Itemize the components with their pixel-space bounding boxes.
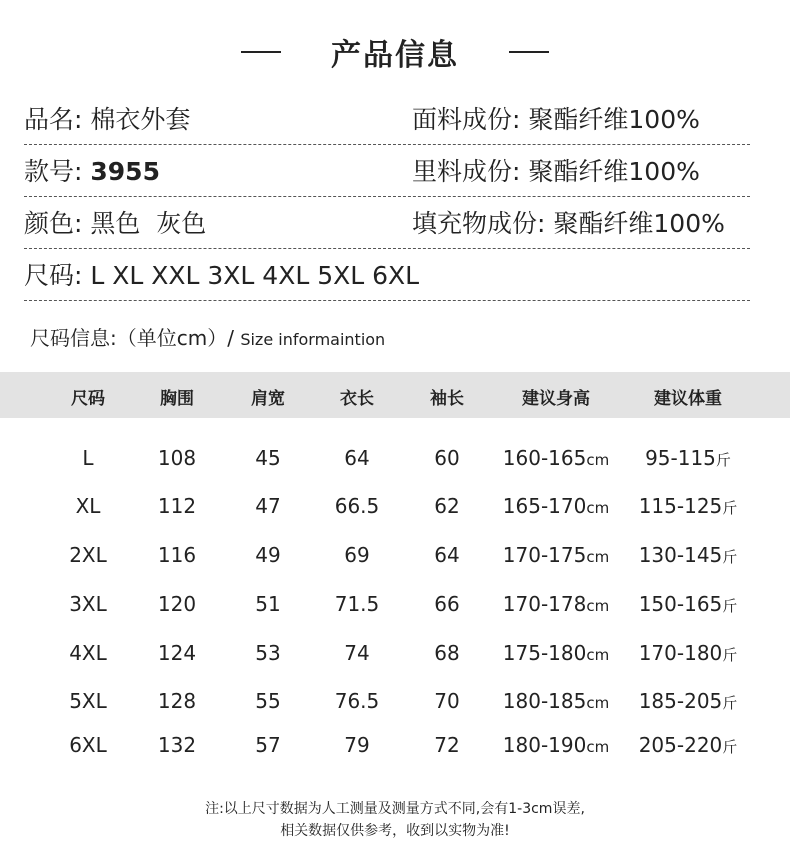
color-info <box>24 200 206 248</box>
table-row <box>0 589 790 619</box>
header-weight: 建议体重 <box>654 389 722 409</box>
sizes-value: L XL XXL 3XL 4XL 5XL 6XL <box>90 261 420 290</box>
cell-chest-value: 112 <box>157 494 197 518</box>
cell-weight-unit: 斤 <box>715 451 731 469</box>
page-title: 产品信息 <box>331 38 459 73</box>
table-row <box>0 638 790 668</box>
table-row <box>0 491 790 521</box>
cell-chest <box>158 443 196 473</box>
cell-sleeve <box>434 589 459 619</box>
cell-chest-value: 116 <box>157 543 197 567</box>
cell-weight <box>639 730 738 762</box>
cell-height-unit: cm <box>586 597 610 615</box>
sizes-info <box>24 252 419 300</box>
cell-size <box>76 491 101 521</box>
cell-shoulder <box>255 589 280 619</box>
cell-size <box>82 443 93 473</box>
cell-weight <box>639 686 738 718</box>
cell-height <box>503 443 609 475</box>
cell-length-value: 71.5 <box>334 592 380 616</box>
cell-height-value: 160-165 <box>502 446 587 470</box>
cell-chest-value: 120 <box>157 592 197 616</box>
header-sleeve: 袖长 <box>430 389 464 409</box>
cell-weight-unit: 斤 <box>722 646 738 664</box>
cell-chest <box>158 638 196 668</box>
cell-size-value: XL <box>75 494 101 518</box>
color-value: 黑色 灰色 <box>90 209 207 238</box>
cell-shoulder-value: 55 <box>255 689 281 713</box>
cell-height-unit: cm <box>586 694 610 712</box>
cell-height <box>503 491 609 523</box>
table-row <box>0 540 790 570</box>
cell-weight <box>639 589 738 621</box>
cell-length <box>344 443 369 473</box>
cell-size <box>69 540 107 570</box>
header-length: 衣长 <box>340 389 374 409</box>
cell-sleeve <box>434 540 459 570</box>
cell-sleeve <box>434 443 459 473</box>
style-number <box>24 148 160 196</box>
table-row <box>0 730 790 760</box>
measurement-note <box>0 798 790 842</box>
fabric-composition <box>412 96 700 144</box>
cell-weight <box>639 540 738 572</box>
cell-height-unit: cm <box>586 646 610 664</box>
style-label: 款号: <box>24 157 83 186</box>
cell-sleeve <box>434 638 459 668</box>
cell-length <box>335 686 380 716</box>
cell-size-value: 4XL <box>69 641 107 665</box>
size-info-heading <box>30 322 385 351</box>
cell-height <box>503 730 609 762</box>
cell-height <box>503 638 609 670</box>
cell-height-unit: cm <box>586 499 610 517</box>
product-name-value: 棉衣外套 <box>90 105 191 134</box>
cell-sleeve-value: 60 <box>434 446 460 470</box>
cell-weight-unit: 斤 <box>722 499 738 517</box>
cell-length <box>344 730 369 760</box>
cell-chest-value: 108 <box>157 446 197 470</box>
cell-size <box>69 730 107 760</box>
cell-weight-value: 185-205 <box>638 689 723 713</box>
cell-size <box>69 686 107 716</box>
cell-sleeve-value: 66 <box>434 592 460 616</box>
cell-length <box>344 638 369 668</box>
cell-length-value: 76.5 <box>334 689 380 713</box>
cell-weight-value: 115-125 <box>638 494 723 518</box>
cell-sleeve-value: 70 <box>434 689 460 713</box>
page-title-bar <box>0 30 790 74</box>
header-height: 建议身高 <box>522 389 590 409</box>
lining-composition <box>412 148 700 196</box>
info-row-color <box>24 200 750 249</box>
cell-sleeve <box>434 730 459 760</box>
cell-size-value: 2XL <box>69 543 107 567</box>
size-table-header <box>0 372 790 418</box>
cell-size <box>69 638 107 668</box>
sizes-label: 尺码: <box>24 261 83 290</box>
cell-height <box>503 589 609 621</box>
title-dash-left <box>241 51 281 53</box>
header-size: 尺码 <box>71 389 105 409</box>
cell-shoulder <box>255 730 280 760</box>
cell-height-unit: cm <box>586 738 610 756</box>
cell-chest <box>158 730 196 760</box>
cell-chest-value: 124 <box>157 641 197 665</box>
cell-size-value: L <box>82 446 94 470</box>
style-value: 3955 <box>90 157 160 186</box>
cell-shoulder <box>255 443 280 473</box>
cell-chest <box>158 491 196 521</box>
cell-weight-unit: 斤 <box>722 597 738 615</box>
cell-shoulder-value: 53 <box>255 641 281 665</box>
cell-chest-value: 132 <box>157 733 197 757</box>
cell-chest-value: 128 <box>157 689 197 713</box>
note-line-1: 注:以上尺寸数据为人工测量及测量方式不同,会有1-3cm误差, <box>205 801 585 817</box>
note-line-2: 相关数据仅供参考，收到以实物为准! <box>280 823 510 839</box>
size-info-en-label: Size informaintion <box>240 330 386 349</box>
cell-shoulder-value: 47 <box>255 494 281 518</box>
cell-sleeve-value: 62 <box>434 494 460 518</box>
cell-sleeve-value: 68 <box>434 641 460 665</box>
filling-composition <box>412 200 725 248</box>
cell-length-value: 64 <box>344 446 370 470</box>
cell-shoulder <box>255 491 280 521</box>
info-row-style <box>24 148 750 197</box>
title-dash-right <box>509 51 549 53</box>
cell-length <box>335 491 380 521</box>
cell-weight <box>639 491 738 523</box>
cell-shoulder <box>255 540 280 570</box>
cell-weight <box>645 443 731 475</box>
cell-weight-unit: 斤 <box>722 694 738 712</box>
table-row <box>0 443 790 473</box>
header-shoulder: 肩宽 <box>251 389 285 409</box>
cell-chest <box>158 686 196 716</box>
cell-size-value: 5XL <box>69 689 107 713</box>
cell-height-unit: cm <box>586 451 610 469</box>
cell-length-value: 74 <box>344 641 370 665</box>
cell-sleeve-value: 72 <box>434 733 460 757</box>
table-row <box>0 686 790 716</box>
cell-height-value: 165-170 <box>502 494 587 518</box>
cell-weight-value: 150-165 <box>638 592 723 616</box>
cell-shoulder <box>255 686 280 716</box>
cell-size-value: 3XL <box>69 592 107 616</box>
cell-shoulder-value: 51 <box>255 592 281 616</box>
cell-shoulder-value: 45 <box>255 446 281 470</box>
cell-shoulder-value: 57 <box>255 733 281 757</box>
cell-sleeve-value: 64 <box>434 543 460 567</box>
cell-size <box>69 589 107 619</box>
cell-shoulder-value: 49 <box>255 543 281 567</box>
cell-length-value: 66.5 <box>334 494 380 518</box>
product-name <box>24 96 190 144</box>
filling-label: 填充物成份: <box>412 209 546 238</box>
cell-length-value: 69 <box>344 543 370 567</box>
cell-length-value: 79 <box>344 733 370 757</box>
cell-height-value: 180-185 <box>502 689 587 713</box>
cell-length <box>335 589 380 619</box>
cell-chest <box>158 589 196 619</box>
info-row-sizes <box>24 252 750 301</box>
cell-height-value: 170-175 <box>502 543 587 567</box>
cell-weight <box>639 638 738 670</box>
cell-sleeve <box>434 491 459 521</box>
cell-height-value: 175-180 <box>502 641 587 665</box>
cell-height-value: 170-178 <box>502 592 587 616</box>
filling-value: 聚酯纤维100% <box>553 209 725 238</box>
fabric-value: 聚酯纤维100% <box>528 105 700 134</box>
info-row-name <box>24 96 750 145</box>
fabric-label: 面料成份: <box>412 105 521 134</box>
lining-label: 里料成份: <box>412 157 521 186</box>
cell-weight-value: 170-180 <box>638 641 723 665</box>
cell-chest <box>158 540 196 570</box>
cell-length <box>344 540 369 570</box>
cell-sleeve <box>434 686 459 716</box>
cell-size-value: 6XL <box>69 733 107 757</box>
cell-weight-value: 130-145 <box>638 543 723 567</box>
cell-weight-unit: 斤 <box>722 738 738 756</box>
cell-weight-value: 95-115 <box>645 446 716 470</box>
cell-weight-unit: 斤 <box>722 548 738 566</box>
product-name-label: 品名: <box>24 105 83 134</box>
cell-height-unit: cm <box>586 548 610 566</box>
size-info-label: 尺码信息:（单位cm）/ <box>30 326 234 350</box>
header-chest: 胸围 <box>160 389 194 409</box>
cell-shoulder <box>255 638 280 668</box>
cell-height <box>503 540 609 572</box>
color-label: 颜色: <box>24 209 83 238</box>
cell-height-value: 180-190 <box>502 733 587 757</box>
cell-weight-value: 205-220 <box>638 733 723 757</box>
lining-value: 聚酯纤维100% <box>528 157 700 186</box>
cell-height <box>503 686 609 718</box>
